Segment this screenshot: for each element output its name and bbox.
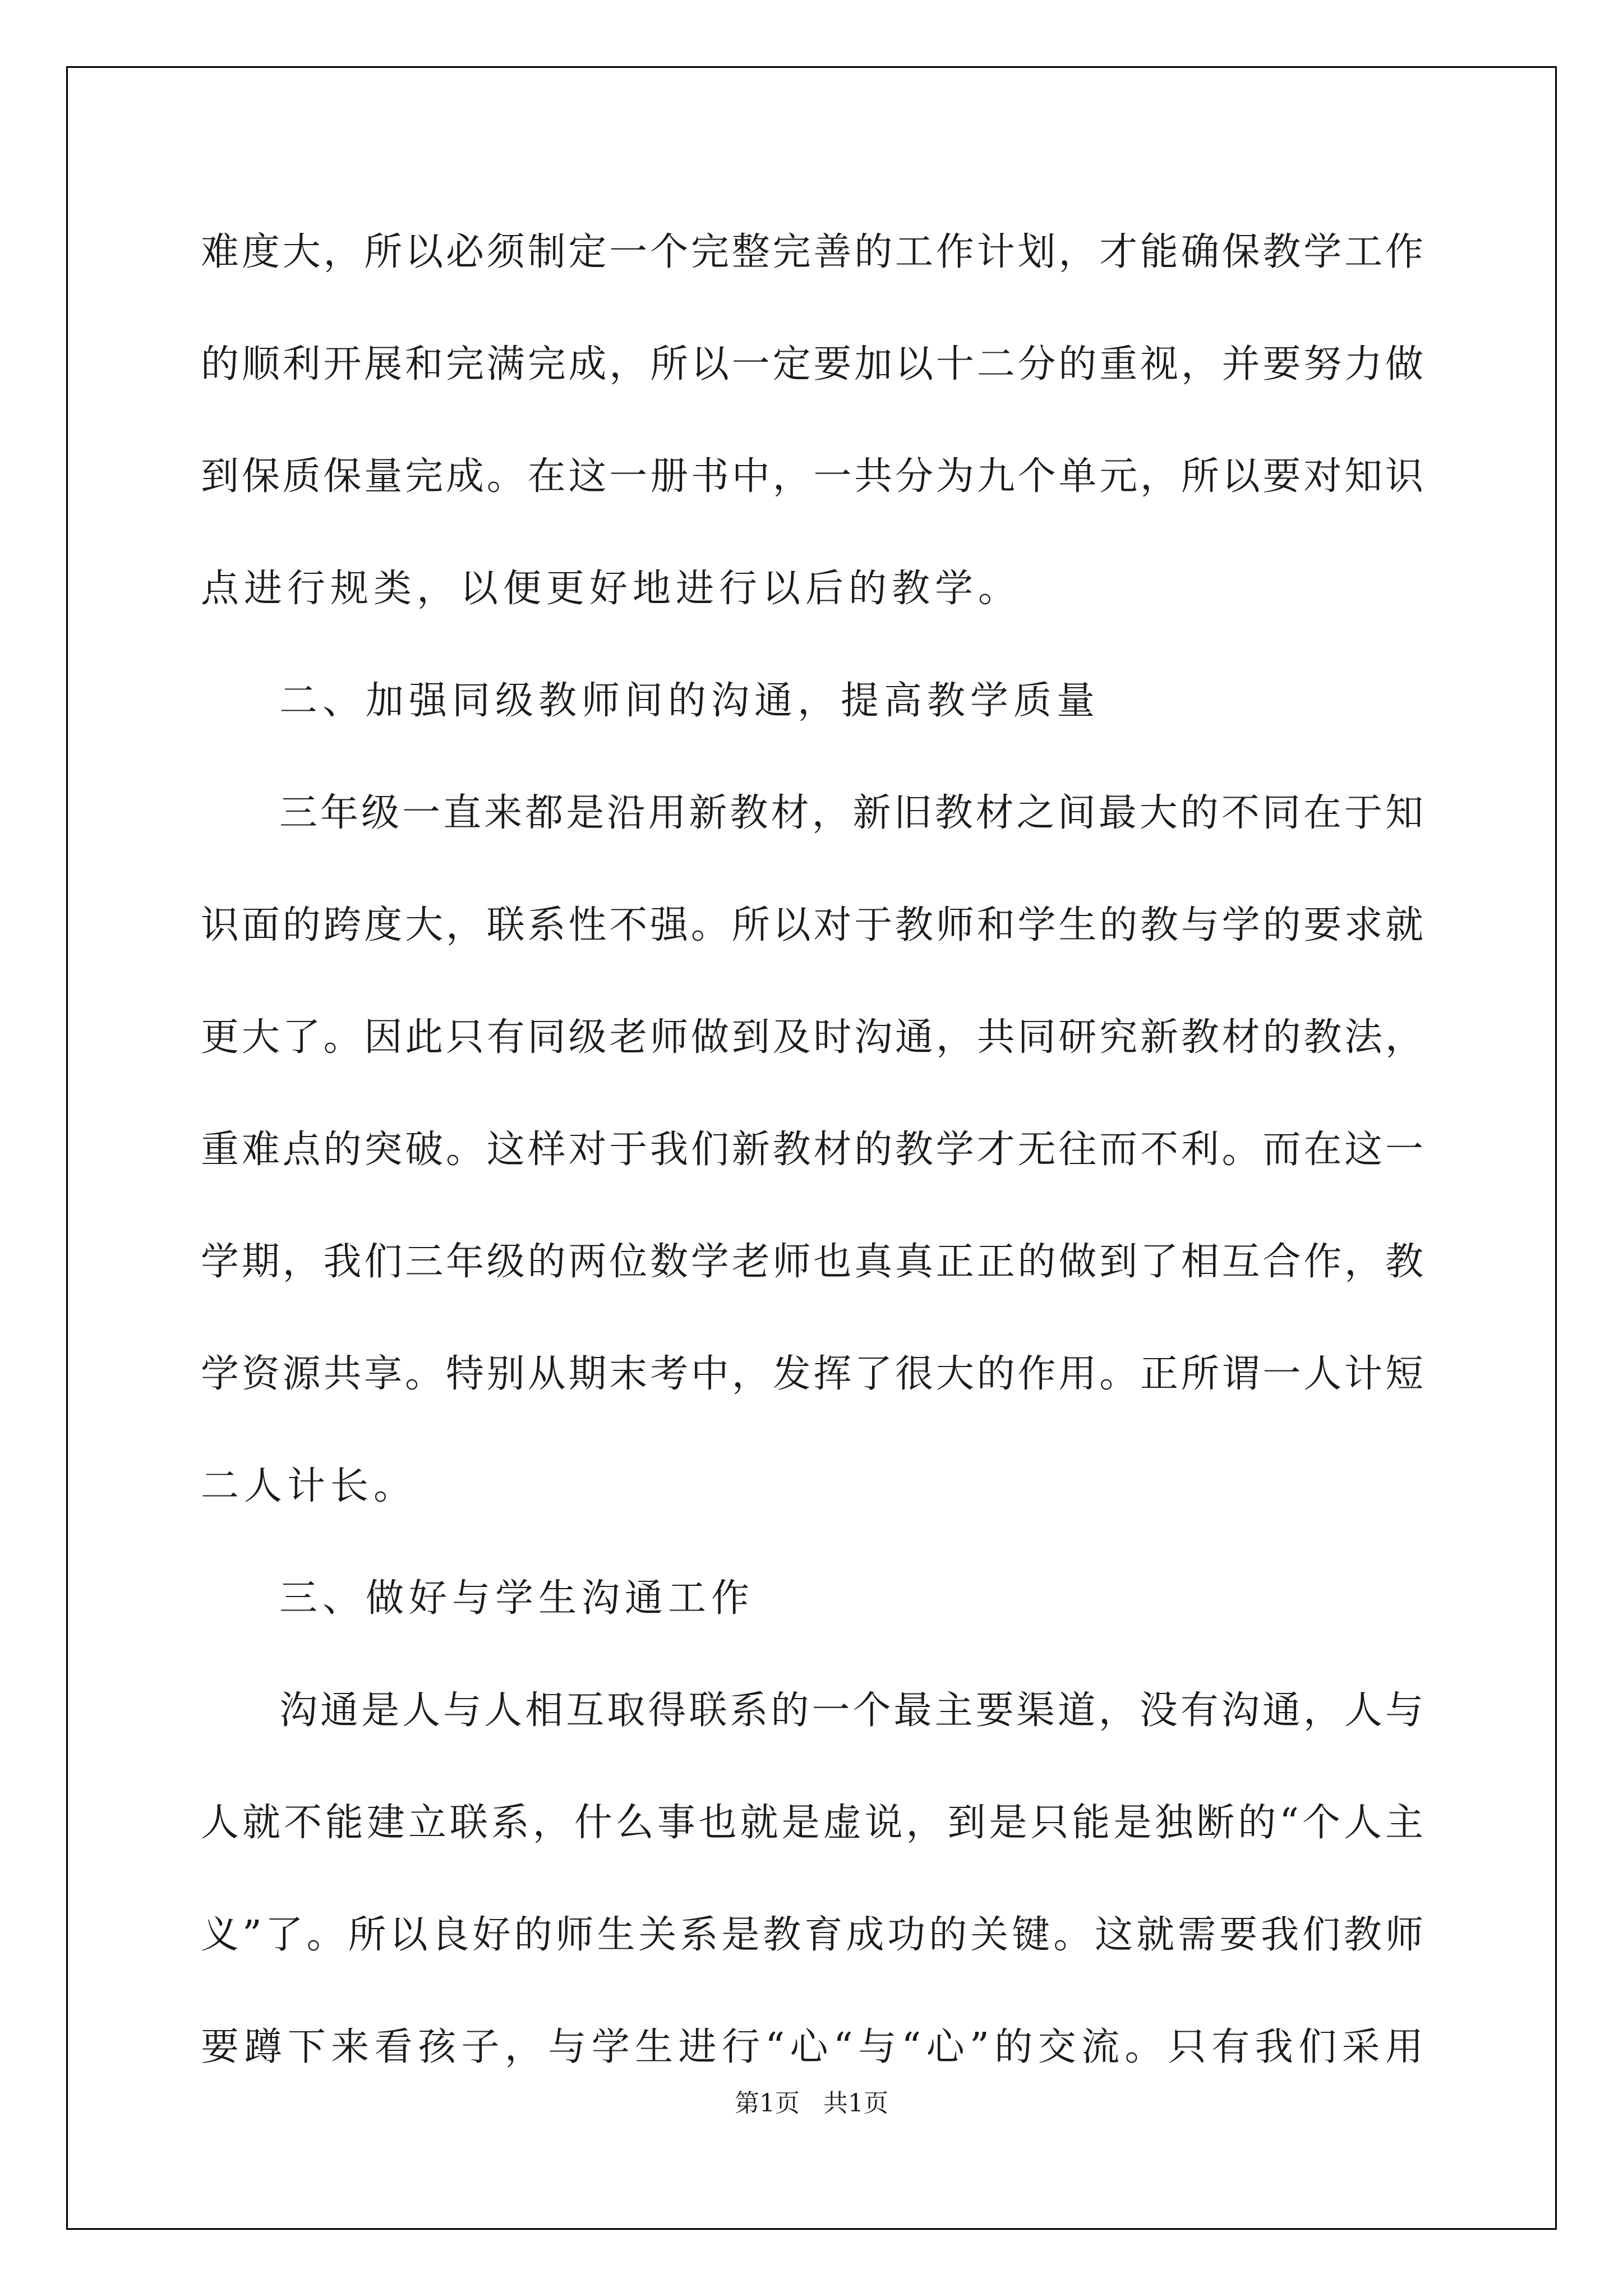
- page-number: 第1页: [735, 2089, 800, 2118]
- text-line: 要蹲下来看孩子，与学生进行“心“与“心”的交流。只有我们采用: [201, 2025, 1423, 2069]
- text-line: 点进行规类，以便更好地进行以后的教学。: [201, 567, 1022, 611]
- page-footer: [0, 2087, 1623, 2120]
- document-body: [201, 208, 1423, 2115]
- text-line: 的顺利开展和完满完成，所以一定要加以十二分的重视，并要努力做: [201, 342, 1423, 386]
- text-line: 更大了。因此只有同级老师做到及时沟通，共同研究新教材的教法，: [201, 1015, 1423, 1060]
- text-line: 二、加强同级教师间的沟通，提高教学质量: [279, 679, 1100, 723]
- text-line: 识面的跨度大，联系性不强。所以对于教师和学生的教与学的要求就: [201, 903, 1423, 947]
- text-line: 二人计长。: [201, 1464, 417, 1508]
- text-line: 三、做好与学生沟通工作: [279, 1576, 755, 1621]
- text-line: 人就不能建立联系，什么事也就是虚说，到是只能是独断的“个人主: [201, 1801, 1423, 1845]
- text-line: 沟通是人与人相互取得联系的一个最主要渠道，没有沟通，人与: [279, 1688, 1423, 1733]
- text-line: 学期，我们三年级的两位数学老师也真真正正的做到了相互合作，教: [201, 1240, 1423, 1284]
- text-line: 三年级一直来都是沿用新教材，新旧教材之间最大的不同在于知: [279, 791, 1423, 835]
- text-line: 难度大，所以必须制定一个完整完善的工作计划，才能确保教学工作: [201, 230, 1423, 274]
- text-line: 学资源共享。特别从期末考中，发挥了很大的作用。正所谓一人计短: [201, 1352, 1423, 1396]
- text-line: 到保质保量完成。在这一册书中，一共分为九个单元，所以要对知识: [201, 454, 1423, 499]
- text-line: 义”了。所以良好的师生关系是教育成功的关键。这就需要我们教师: [201, 1913, 1423, 1957]
- page-total: 共1页: [823, 2089, 888, 2118]
- text-line: 重难点的突破。这样对于我们新教材的教学才无往而不利。而在这一: [201, 1128, 1423, 1172]
